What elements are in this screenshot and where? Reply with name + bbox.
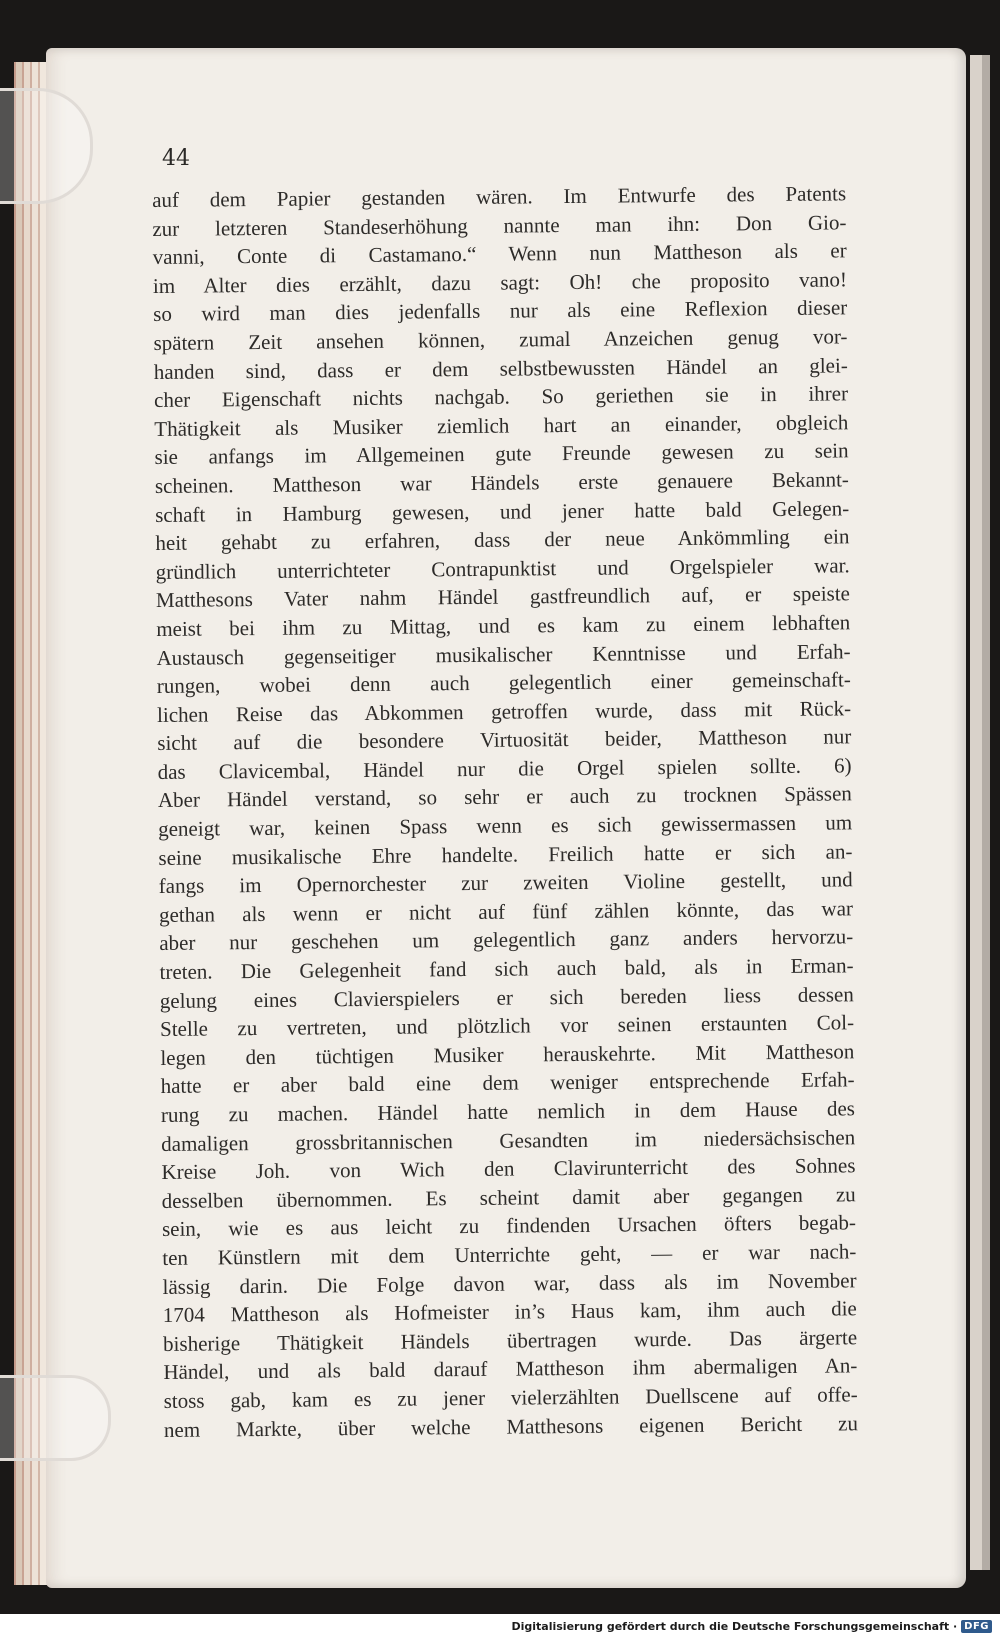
text-line: bisherige Thätigkeit Händels übertragen wurde. Das ärgerte: [162, 1325, 858, 1356]
text-line: Thätigkeit als Musiker ziemlich hart an einander, obgleich: [154, 410, 849, 441]
text-line: das Clavicembal, Händel nur die Orgel spielen sollte. 6): [157, 753, 852, 784]
text-line: Matthesons Vater nahm Händel gastfreundlich auf, er speiste: [155, 581, 851, 613]
text-line: meist bei ihm zu Mittag, und es kam zu einem lebhaften: [156, 610, 851, 641]
text-line: nem Markte, über welche Matthesons eigenen Bericht zu: [163, 1410, 859, 1442]
credit-text: Digitalisierung gefördert durch die Deutsche Forschungsgemeinschaft ·: [511, 1619, 958, 1633]
text-line: damaligen grossbritannischen Gesandten im niedersächsischen: [161, 1124, 856, 1156]
page-clip-bottom: [0, 1375, 111, 1461]
text-line: gelung eines Clavierspielers er sich bereden liess dessen: [159, 981, 854, 1013]
text-line: Aber Händel verstand, so sehr er auch zu trocknen Spässen: [157, 781, 852, 813]
text-line: sie anfangs im Allgemeinen gute Freunde gewesen zu sein: [154, 438, 849, 470]
text-line: gründlich unterrichteter Contrapunktist und Orgelspieler war.: [155, 553, 850, 584]
text-line: cher Eigenschaft nichts nachgab. So geriethen sie in ihrer: [153, 381, 849, 413]
page-number: 44: [162, 146, 190, 171]
text-line: 1704 Mattheson als Hofmeister in’s Haus kam, ihm auch die: [162, 1296, 857, 1328]
text-line: legen den tüchtigen Musiker herauskehrte. Mit Mattheson: [160, 1039, 855, 1070]
digitization-credit: [511, 1616, 992, 1636]
text-line: lichen Reise das Abkommen getroffen wurde, dass mit Rück-: [156, 696, 852, 727]
text-line: auf dem Papier gestanden wären. Im Entwurfe des Patents: [152, 181, 847, 212]
text-line: schaft in Hamburg gewesen, und jener hatte bald Gelegen-: [155, 495, 850, 527]
text-line: sicht auf die besondere Virtuosität beider, Mattheson nur: [157, 724, 852, 756]
text-line: Kreise Joh. von Wich den Clavirunterricht des Sohnes: [161, 1153, 856, 1185]
text-line: stoss gab, kam es zu jener vielerzählten Duellscene auf offe-: [163, 1382, 858, 1413]
text-line: desselben übernommen. Es scheint damit aber gegangen zu: [161, 1182, 856, 1213]
text-line: hatte er aber bald eine dem weniger entsprechende Erfah-: [160, 1067, 855, 1099]
text-line: Stelle zu vertreten, und plötzlich vor seinen erstaunten Col-: [159, 1010, 855, 1042]
text-line: aber nur geschehen um gelegentlich ganz anders hervorzu-: [159, 924, 854, 956]
text-line: im Alter dies erzählt, dazu sagt: Oh! che proposito vano!: [152, 267, 848, 298]
text-line: spätern Zeit ansehen können, zumal Anzeichen genug vor-: [153, 324, 848, 355]
text-line: rungen, wobei denn auch gelegentlich einer gemeinschaft-: [156, 667, 851, 699]
text-line: scheinen. Mattheson war Händels erste genauere Bekannt-: [154, 467, 849, 498]
text-line: handen sind, dass er dem selbstbewussten Händel an glei-: [153, 352, 848, 384]
dfg-logo: DFG: [961, 1620, 992, 1633]
text-line: seine musikalische Ehre handelte. Freilich hatte er sich an-: [158, 838, 853, 870]
page-edge-right: [970, 55, 982, 1570]
text-line: so wird man dies jedenfalls nur als eine Reflexion dieser: [153, 295, 848, 327]
text-line: rung zu machen. Händel hatte nemlich in dem Hause des: [160, 1096, 856, 1127]
text-line: Austausch gegenseitiger musikalischer Kenntnisse und Erfah-: [156, 638, 851, 670]
text-line: lässig darin. Die Folge davon war, dass als im November: [162, 1267, 857, 1299]
text-line: sein, wie es aus leicht zu findenden Ursachen öfters begab-: [161, 1210, 857, 1242]
text-line: treten. Die Gelegenheit fand sich auch bald, als in Erman-: [159, 953, 854, 984]
text-line: ten Künstlern mit dem Unterrichte geht, — er war nach-: [162, 1239, 857, 1270]
text-line: gethan als wenn er nicht auf fünf zählen könnte, das war: [158, 896, 854, 927]
text-line: vanni, Conte di Castamano.“ Wenn nun Mattheson als er: [152, 238, 847, 270]
text-line: zur letzteren Standeserhöhung nannte man ihn: Don Gio-: [152, 209, 847, 241]
text-line: fangs im Opernorchester zur zweiten Violine gestellt, und: [158, 867, 853, 899]
body-text: [152, 179, 858, 1444]
text-line: geneigt war, keinen Spass wenn es sich gewissermassen um: [158, 810, 853, 842]
text-line: Händel, und als bald darauf Mattheson ihm abermaligen An-: [163, 1353, 858, 1385]
text-line: heit gehabt zu erfahren, dass der neue Ankömmling ein: [155, 524, 850, 556]
